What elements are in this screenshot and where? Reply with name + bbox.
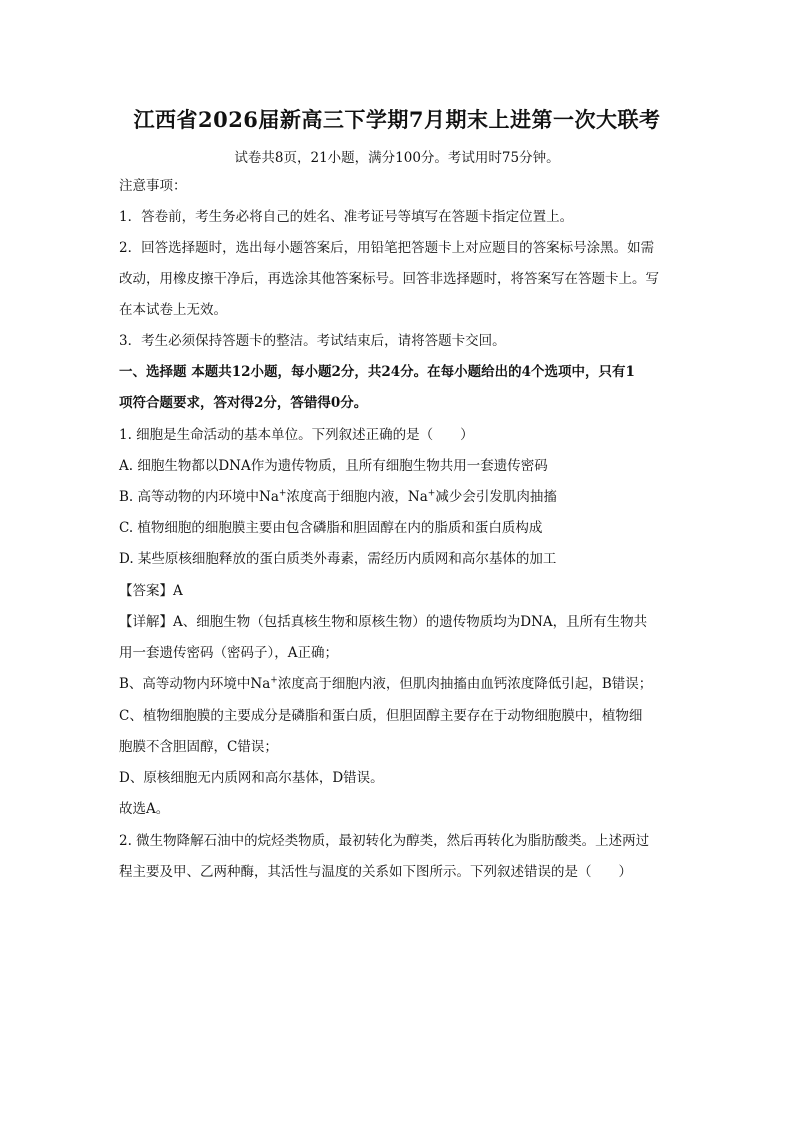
- notes-heading: 注意事项：: [119, 178, 187, 194]
- question-2-line-2: 程主要及甲、乙两种酶，其活性与温度的关系如下图所示。下列叙述错误的是（ ）: [119, 864, 632, 880]
- superscript-plus: +: [278, 488, 287, 499]
- note-1: 1．答卷前，考生务必将自己的姓名、准考证号等填写在答题卡指定位置上。: [119, 209, 574, 225]
- explanation-line-7: 故选A。: [119, 801, 170, 817]
- section-heading-line-1: 一、选择题 本题共12小题，每小题2分，共24分。在每小题给出的4个选项中，只有1: [119, 364, 635, 380]
- exam-title: 江西省2026届新高三下学期7月期末上进第一次大联考: [133, 107, 661, 132]
- explanation-line-2: 用一套遗传密码（密码子），A正确；: [119, 645, 338, 661]
- explanation-line-1: 【详解】A、细胞生物（包括真核生物和原核生物）的遗传物质均为DNA，且所有生物共: [119, 614, 648, 630]
- exam-subtitle: 试卷共8页，21小题，满分100分。考试用时75分钟。: [234, 150, 560, 166]
- option-b-text: B. 高等动物的内环境中Na: [119, 489, 279, 505]
- explanation-line-5: 胞膜不含胆固醇，C错误；: [119, 739, 278, 755]
- explanation-line-4: C、植物细胞膜的主要成分是磷脂和蛋白质，但胆固醇主要存在于动物细胞膜中，植物细: [119, 708, 643, 724]
- question-1-option-d: D. 某些原核细胞释放的蛋白质类外毒素，需经历内质网和高尔基体的加工: [119, 551, 557, 567]
- explanation-line-6: D、原核细胞无内质网和高尔基体，D错误。: [119, 770, 384, 786]
- option-b-text: 浓度高于细胞内液，Na: [286, 489, 428, 505]
- explanation-text: 浓度高于细胞内液，但肌肉抽搐由血钙浓度降低引起，B错误；: [277, 676, 653, 692]
- question-1-stem: 1. 细胞是生命活动的基本单位。下列叙述正确的是（ ）: [119, 427, 474, 443]
- question-1-option-c: C. 植物细胞的细胞膜主要由包含磷脂和胆固醇在内的脂质和蛋白质构成: [119, 520, 543, 536]
- question-1-option-a: A. 细胞生物都以DNA作为遗传物质，且所有细胞生物共用一套遗传密码: [119, 458, 548, 474]
- option-b-text: 减少会引发肌肉抽搐: [435, 489, 557, 505]
- explanation-text: B、高等动物内环境中Na: [119, 676, 271, 692]
- question-1-answer: 【答案】A: [119, 583, 183, 599]
- question-1-option-b: [119, 488, 679, 506]
- superscript-plus: +: [270, 675, 278, 686]
- note-2-line-1: 2．回答选择题时，选出每小题答案后，用铅笔把答题卡上对应题目的答案标号涂黑。如需: [119, 240, 655, 256]
- explanation-line-3: [119, 675, 679, 693]
- note-3: 3．考生必须保持答题卡的整洁。考试结束后，请将答题卡交回。: [119, 333, 506, 349]
- question-2-line-1: 2. 微生物降解石油中的烷烃类物质，最初转化为醇类，然后再转化为脂肪酸类。上述两过: [119, 833, 650, 849]
- note-2-line-3: 在本试卷上无效。: [119, 302, 227, 318]
- superscript-plus: +: [427, 488, 436, 499]
- note-2-line-2: 改动，用橡皮擦干净后，再选涂其他答案标号。回答非选择题时，将答案写在答题卡上。写: [119, 271, 659, 287]
- section-heading-line-2: 项符合题要求，答对得2分，答错得0分。: [119, 395, 368, 411]
